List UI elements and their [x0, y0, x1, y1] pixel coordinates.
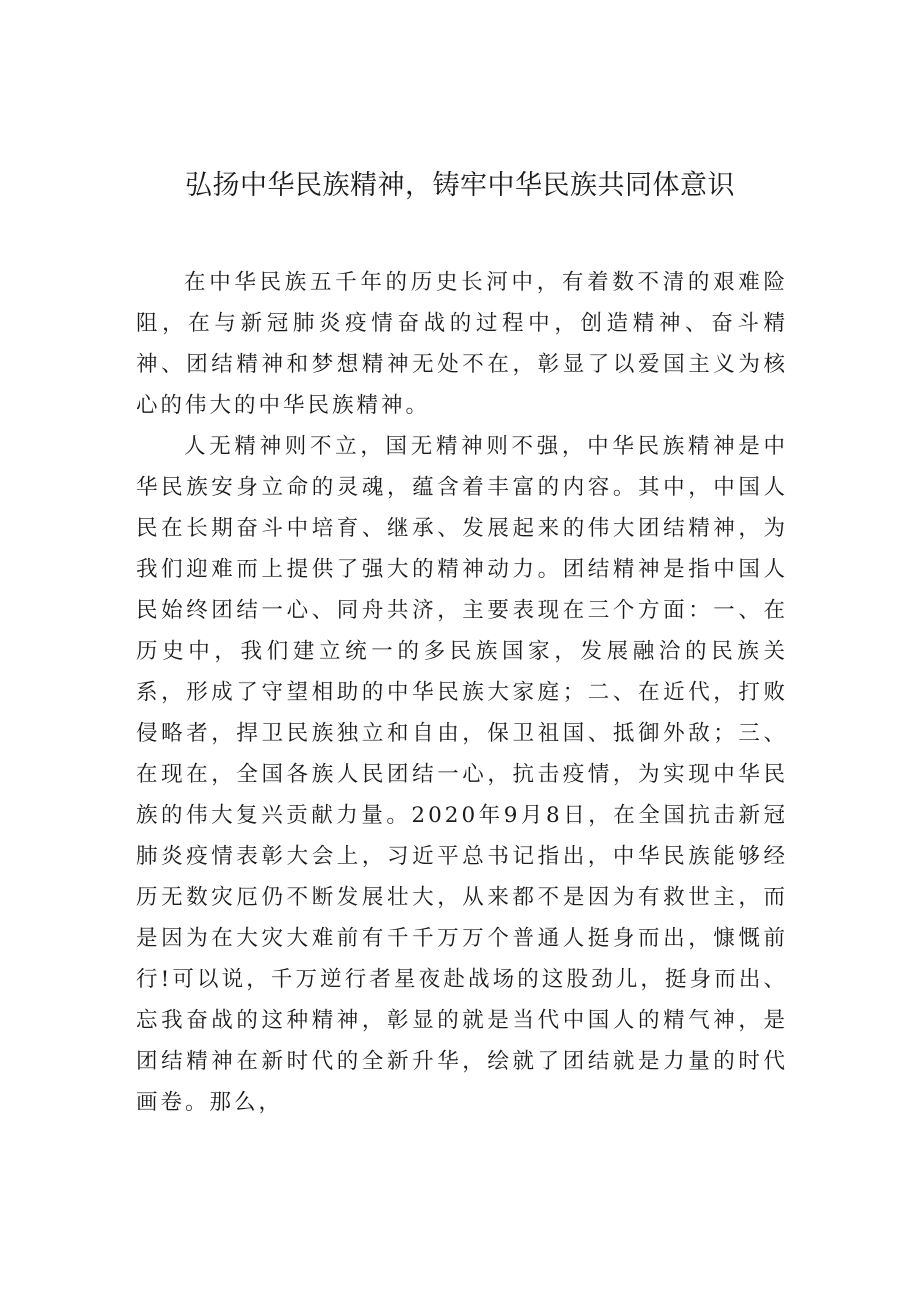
document-title: 弘扬中华民族精神，铸牢中华民族共同体意识	[185, 170, 735, 201]
paragraph-1: 在中华民族五千年的历史长河中，有着数不清的艰难险阻，在与新冠肺炎疫情奋战的过程中，创造精神、奋斗精神、团结精神和梦想精神无处不在，彰显了以爱国主义为核心的伟大的中华民族精神。	[136, 270, 788, 418]
paragraph-2: 人无精神则不立，国无精神则不强，中华民族精神是中华民族安身立命的灵魂，蕴含着丰富的内容。其中，中国人民在长期奋斗中培育、继承、发展起来的伟大团结精神，为我们迎难而上提供了强大的精神动力。团结精神是指中国人民始终团结一心、同舟共济，主要表现在三个方面：一、在历史中，我们建立统一的多民族国家，发展融洽的民族关系，形成了守望相助的中华民族大家庭；二、在近代，打败侵略者，捍卫民族独立和自由，保卫祖国、抵御外敌；三、在现在，全国各族人民团结一心，抗击疫情，为实现中华民族的伟大复兴贡献力量。2020年9月8日，在全国抗击新冠肺炎疫情表彰大会上，习近平总书记指出，中华民族能够经历无数灾厄仍不断发展壮大，从来都不是因为有救世主，而是因为在大灾大难前有千千万万个普通人挺身而出，慷慨前行!可以说，千万逆行者星夜赴战场的这股劲儿，挺身而出、忘我奋战的这种精神，彰显的就是当代中国人的精气神，是团结精神在新时代的全新升华，绘就了团结就是力量的时代画卷。那么，	[136, 434, 788, 1115]
document-body	[136, 262, 788, 1123]
